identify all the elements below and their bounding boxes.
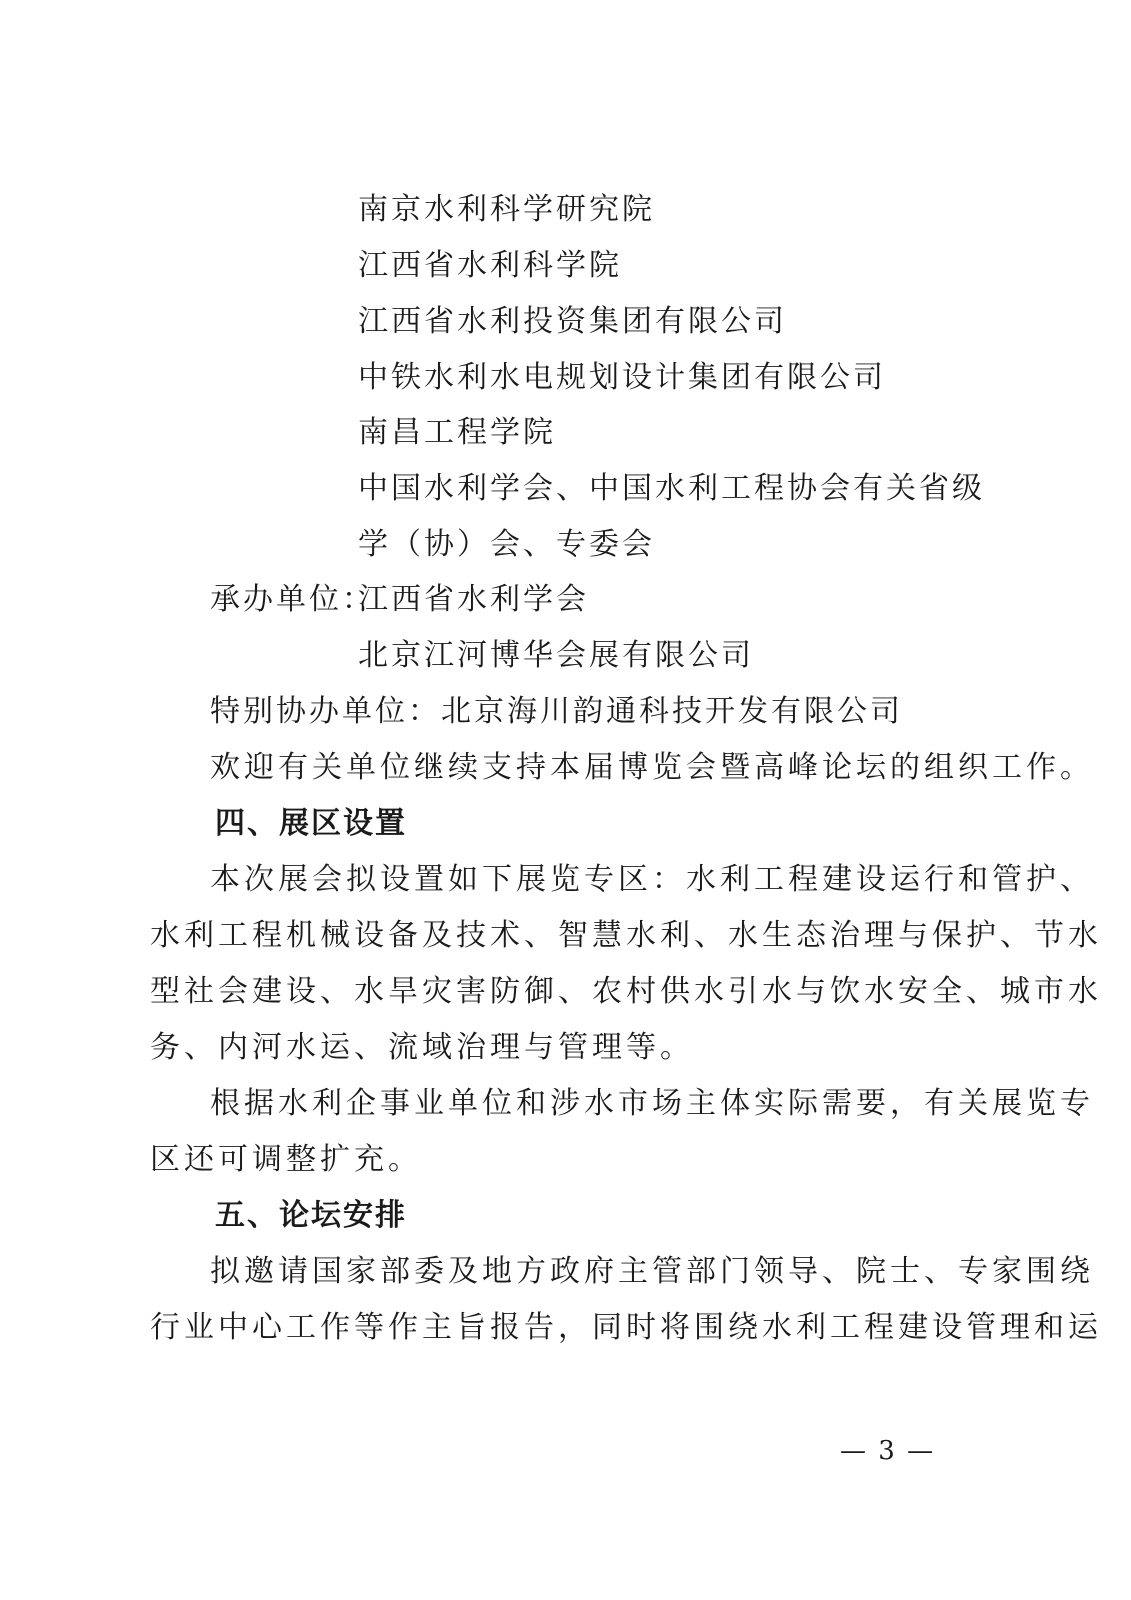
special-coorganizer-label: 特别协办单位： <box>210 694 441 729</box>
organizer-item: 中国水利学会、中国水利工程协会有关省级 <box>358 471 985 506</box>
section-heading: 五、论坛安排 <box>215 1198 407 1233</box>
paragraph-line: 区还可调整扩充。 <box>150 1142 422 1177</box>
host-item: 江西省水利学会 <box>358 582 589 617</box>
hosts-label: 承办单位： <box>210 582 375 617</box>
organizer-item: 南昌工程学院 <box>358 415 556 450</box>
special-coorganizer-value: 北京海川韵通科技开发有限公司 <box>441 694 903 729</box>
paragraph-line: 行业中心工作等作主旨报告，同时将围绕水利工程建设管理和运 <box>150 1310 1102 1345</box>
organizer-item: 中铁水利水电规划设计集团有限公司 <box>358 360 886 395</box>
organizer-item: 学（协）会、专委会 <box>358 527 655 562</box>
organizer-item: 江西省水利科学院 <box>358 248 622 283</box>
paragraph-line: 务、内河水运、流域治理与管理等。 <box>150 1030 694 1065</box>
paragraph-line: 拟邀请国家部委及地方政府主管部门领导、院士、专家围绕 <box>210 1254 1094 1289</box>
special-coorganizer-line <box>210 692 903 732</box>
paragraph-line: 本次展会拟设置如下展览专区：水利工程建设运行和管护、 <box>210 862 1094 897</box>
paragraph-line: 型社会建设、水旱灾害防御、农村供水引水与饮水安全、城市水 <box>150 974 1102 1009</box>
paragraph-line: 根据水利企事业单位和涉水市场主体实际需要，有关展览专 <box>210 1086 1094 1121</box>
organizer-item: 江西省水利投资集团有限公司 <box>358 304 787 339</box>
welcome-text: 欢迎有关单位继续支持本届博览会暨高峰论坛的组织工作。 <box>210 750 1094 785</box>
organizer-item: 南京水利科学研究院 <box>358 192 655 227</box>
page-number: — 3 — <box>840 1436 936 1466</box>
host-item: 北京江河博华会展有限公司 <box>358 638 754 673</box>
paragraph-line: 水利工程机械设备及技术、智慧水利、水生态治理与保护、节水 <box>150 918 1102 953</box>
section-heading: 四、展区设置 <box>215 806 407 841</box>
